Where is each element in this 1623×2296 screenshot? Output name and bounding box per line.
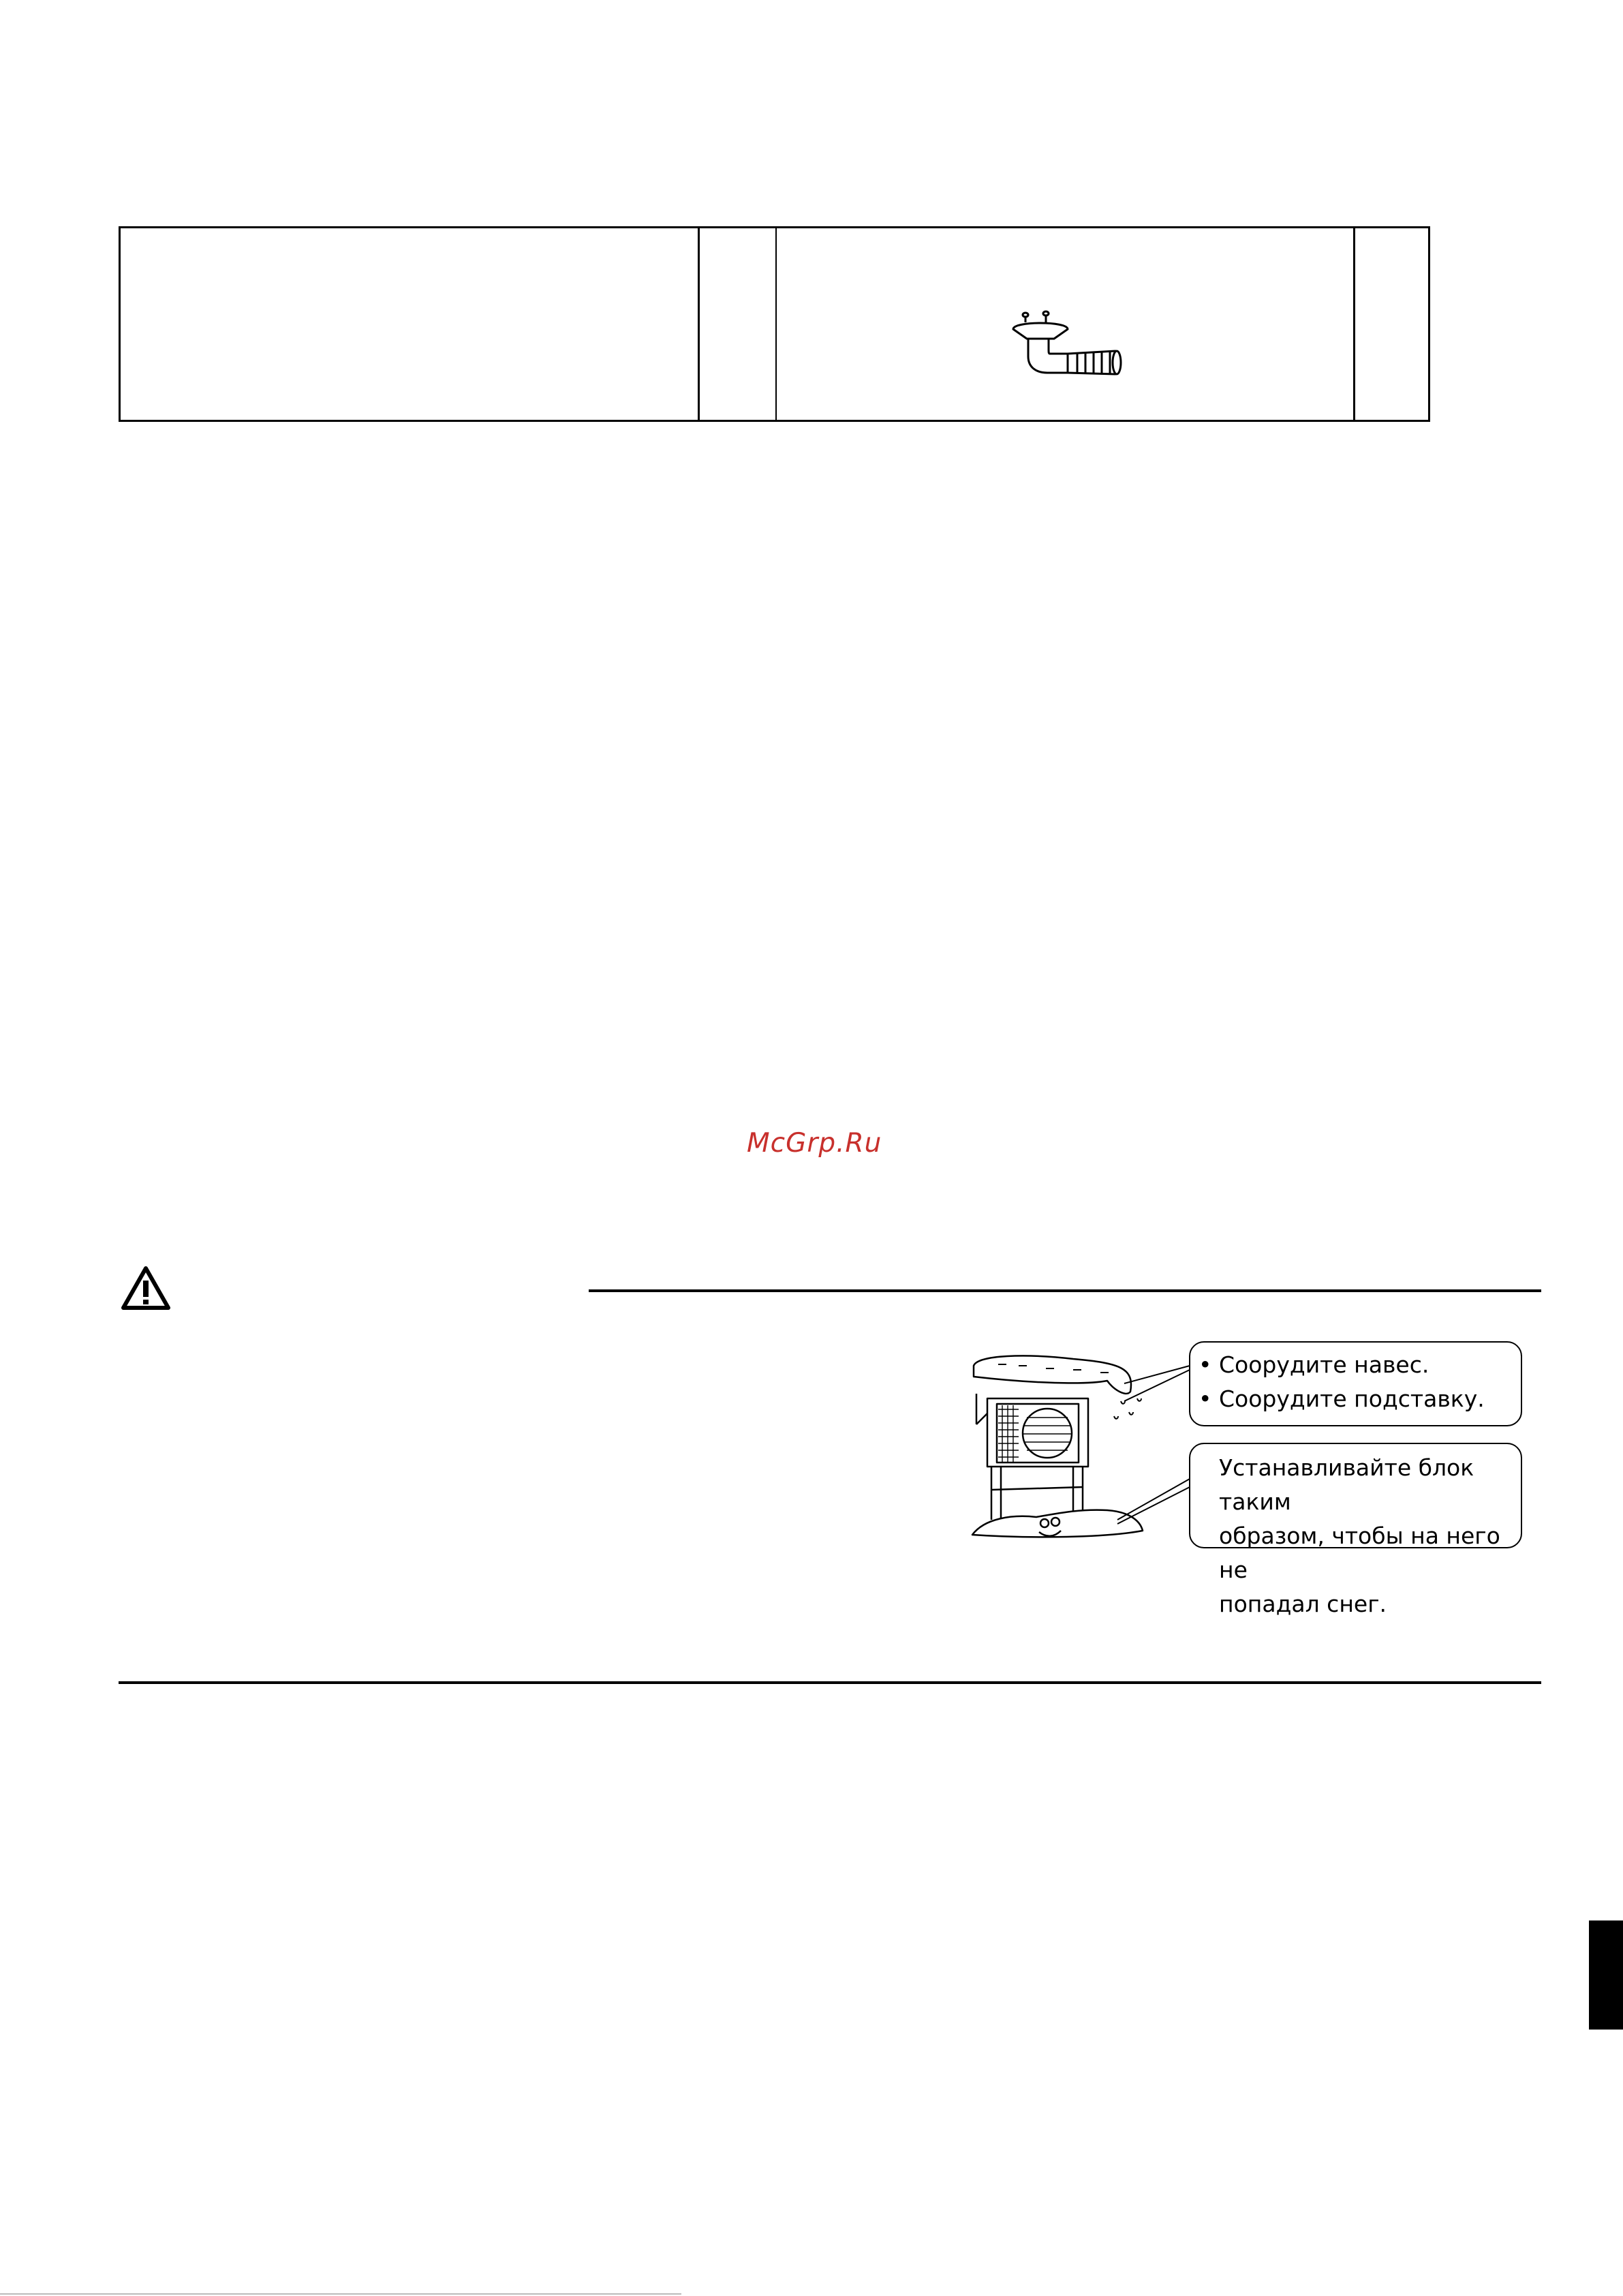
install-note-callout bbox=[1189, 1443, 1522, 1617]
section-rule bbox=[119, 1681, 1541, 1684]
install-note-line: Устанавливайте блок таким bbox=[1219, 1454, 1474, 1515]
table-divider bbox=[698, 228, 700, 420]
drain-elbow-icon bbox=[1006, 309, 1136, 377]
bullet-glyph: • bbox=[1199, 1386, 1212, 1412]
bullet-text: Соорудите подставку. bbox=[1219, 1386, 1485, 1412]
bullet-item bbox=[1199, 1348, 1521, 1382]
callout-leader-lines bbox=[1090, 1363, 1199, 1533]
table-divider bbox=[775, 228, 777, 420]
install-note-line: образом, чтобы на него не bbox=[1219, 1522, 1500, 1583]
install-note-line: попадал снег. bbox=[1219, 1591, 1387, 1617]
page-edge-tab bbox=[1589, 1920, 1623, 2030]
bullet-item bbox=[1199, 1382, 1521, 1416]
warning-triangle-icon bbox=[121, 1266, 170, 1311]
watermark: McGrp.Ru bbox=[747, 1128, 882, 1159]
parts-table bbox=[119, 226, 1430, 422]
section-rule bbox=[589, 1289, 1541, 1292]
footer-line bbox=[0, 2293, 681, 2295]
bullet-glyph: • bbox=[1199, 1351, 1212, 1378]
table-divider bbox=[1353, 228, 1355, 420]
bullet-text: Соорудите навес. bbox=[1219, 1351, 1429, 1378]
snow-advice-callout bbox=[1189, 1341, 1522, 1426]
